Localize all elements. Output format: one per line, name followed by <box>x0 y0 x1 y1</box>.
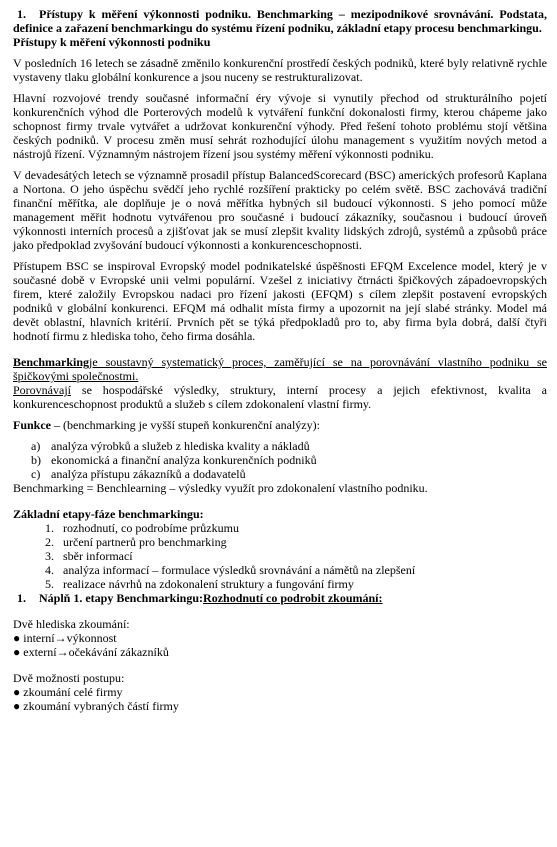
compare-text: se hospodářské výsledky, struktury, interní procesy a jejich efektivnost, kvalita a konkurenceschopnost produktů a služeb s cílem zdokonalení vlastní firmy. <box>13 383 547 411</box>
definition-paragraph <box>13 355 547 383</box>
bullet-item: ● interní→výkonnost <box>13 631 117 645</box>
functions-heading <box>13 418 547 432</box>
list-marker: 2. <box>45 535 54 549</box>
list-item <box>45 535 547 549</box>
functions-list <box>13 439 547 481</box>
list-marker: 5. <box>45 577 54 591</box>
stage-one-title: Náplň 1. etapy Benchmarkingu: <box>39 591 204 605</box>
bullet-item: ● zkoumání celé firmy <box>13 685 123 699</box>
aspects-heading: Dvě hlediska zkoumání: <box>13 617 130 631</box>
stage-one-number: 1. <box>17 591 26 605</box>
list-item <box>31 439 547 453</box>
stage-one-heading <box>13 591 547 605</box>
list-item-text: realizace návrhů na zdokonalení struktury a fungování firmy <box>63 577 354 591</box>
paragraph-2: Hlavní rozvojové trendy současné informační éry vývoje si vynutily přechod od strukturálního pojetí konkurenčních výhod dle Porterových modelů k vytváření funkční dokonalosti firmy, kterou chápeme jako schopnost firmy trvale vytvářet a udržovat konkurenční výhody. Před řešení tohoto problému stojí většina českých podniků. V procesu změn musí sehrát rozhodující úlohu management s využitím nových metod a nástrojů řízení. Významným nástrojem řízení jsou systémy měření výkonnosti podniku. <box>13 91 547 161</box>
list-marker: 4. <box>45 563 54 577</box>
list-item <box>45 521 547 535</box>
approaches-heading: Dvě možnosti postupu: <box>13 671 125 685</box>
benchmarking-equation: Benchmarking = Benchlearning – výsledky využít pro zdokonalení vlastního podniku. <box>13 481 428 495</box>
main-heading-number: 1. <box>17 7 26 21</box>
main-heading-text: Přístupy k měření výkonnosti podniku. Benchmarking – mezipodnikové srovnávání. Podstata, definice a zařazení benchmarkingu do systému řízení podniku, základní etapy procesu benchmarkingu. <box>13 7 547 35</box>
document-page <box>13 7 547 713</box>
functions-text: – (benchmarking je vyšší stupeň konkurenční analýzy): <box>51 418 320 432</box>
list-item <box>31 467 547 481</box>
list-item-text: analýza informací – formulace výsledků srovnávání a námětů na zlepšení <box>63 563 416 577</box>
functions-label: Funkce <box>13 418 52 432</box>
definition-text: je soustavný systematický proces, zaměřující se na porovnávání vlastního podniku se špičkovými společnostmi. <box>13 355 547 383</box>
section-subheading: Přístupy k měření výkonnosti podniku <box>13 35 211 49</box>
main-heading <box>13 7 547 35</box>
list-item <box>45 549 547 563</box>
stages-heading: Základní etapy-fáze benchmarkingu: <box>13 507 204 521</box>
list-item-text: určení partnerů pro benchmarking <box>63 535 227 549</box>
stages-list <box>13 521 547 591</box>
paragraph-1: V posledních 16 letech se zásadně změnilo konkurenční prostředí českých podniků, které byly relativně rychle vystaveny tlaku globální konkurence a jsou nuceny se restrukturalizovat. <box>13 56 547 84</box>
list-item-text: analýza výrobků a služeb z hlediska kvality a nákladů <box>51 439 310 453</box>
list-item <box>45 563 547 577</box>
list-item-text: rozhodnutí, co podrobíme průzkumu <box>63 521 239 535</box>
list-marker: 3. <box>45 549 54 563</box>
list-item-text: sběr informací <box>63 549 133 563</box>
list-marker: c) <box>31 467 41 481</box>
list-marker: b) <box>31 453 41 467</box>
compare-paragraph <box>13 383 547 411</box>
list-item <box>45 577 547 591</box>
list-item-text: ekonomická a finanční analýza konkurenčních podniků <box>51 453 317 467</box>
paragraph-3: V devadesátých letech se významně prosadil přístup BalancedScorecard (BSC) amerických profesorů Kaplana a Nortona. O jeho úspěchu svědčí jeho rychlé rozšíření prakticky po celém světě. BSC zachovává tradiční finanční měřítka, ale doplňuje je o nová měřítka hybných sil budoucí výkonnosti. S jeho pomocí může management měřit hodnotu vytvářenou pro současné i budoucí zákazníky, současnou i budoucí úroveň výkonnosti interních procesů a zjišťovat jak se musí zlepšit kvality lidských zdrojů, systémů a způsobů práce jako předpoklad zvyšování budoucí výkonnosti a konkurenceschopnosti. <box>13 168 547 252</box>
list-marker: a) <box>31 439 41 453</box>
list-item-text: analýza přístupu zákazníků a dodavatelů <box>51 467 246 481</box>
definition-term: Benchmarking <box>13 355 90 369</box>
stage-one-subtitle: Rozhodnutí co podrobit zkoumání: <box>203 591 383 605</box>
paragraph-4: Přístupem BSC se inspiroval Evropský model podnikatelské úspěšnosti EFQM Excelence model, který je v současné době v Evropské unii velmi populární. Vzešel z iniciativy čtrnácti špičkových západoevropských firem, které založily Evropskou nadaci pro řízení jakosti (EFQM) s cílem zlepšit postavení evropských podniků v globální konkurenci. EFQM má odhalit místa firmy a upozornit na její slabé stránky. Model má devět oblastní, hlavních kritérií. Prvních pět se týká předpokladů pro to, aby firma byla dobrá, další čtyři hodnotí firmu z hlediska toho, čeho firma dosáhla. <box>13 259 547 343</box>
compare-term: Porovnávají <box>13 383 71 397</box>
list-item <box>31 453 547 467</box>
bullet-item: ● zkoumání vybraných částí firmy <box>13 699 179 713</box>
list-marker: 1. <box>45 521 54 535</box>
bullet-item: ● externí→očekávání zákazníků <box>13 645 169 659</box>
